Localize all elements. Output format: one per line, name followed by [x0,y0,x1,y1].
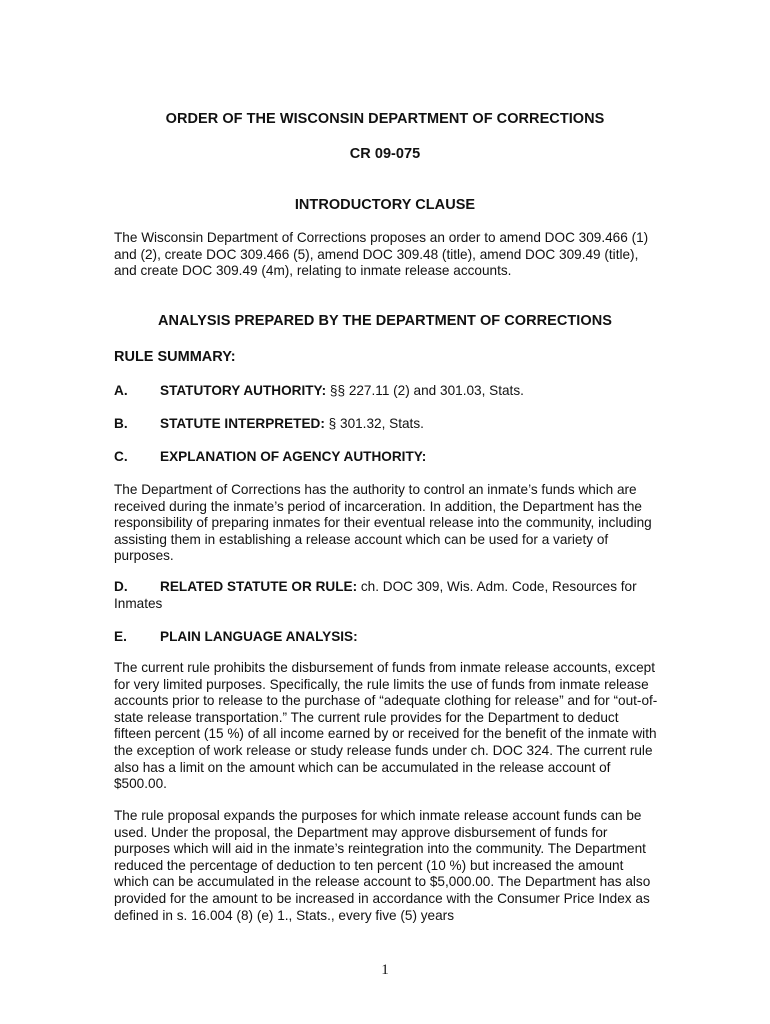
rule-summary-heading: RULE SUMMARY: [114,349,236,365]
item-label: EXPLANATION OF AGENCY AUTHORITY: [160,449,427,464]
item-text: ch. DOC 309, Wis. Adm. Code, Resources for Inmates [114,579,637,611]
item-related-statute [114,579,659,612]
item-text: §§ 227.11 (2) and 301.03, Stats. [326,383,524,398]
item-text: § 301.32, Stats. [324,416,424,431]
item-label: PLAIN LANGUAGE ANALYSIS: [160,629,358,644]
plain-language-paragraph-2: The rule proposal expands the purposes for which inmate release account funds can be used. Under the proposal, the Department may approve disbursement of funds for purposes which will aid in the inmate’s reintegration into the community. The Department reduced the percentage of deduction to ten percent (10 %) but increased the amount which can be accumulated in the release account to $5,000.00. The Department has also provided for the amount to be increased in accordance with the Consumer Price Index as defined in s. 16.004 (8) (e) 1., Stats., every five (5) years [114,808,651,923]
analysis-heading: ANALYSIS PREPARED BY THE DEPARTMENT OF CORRECTIONS [158,313,612,329]
document-title: ORDER OF THE WISCONSIN DEPARTMENT OF CORRECTIONS [165,111,605,127]
item-plain-language [114,629,659,646]
item-label: RELATED STATUTE OR RULE: [160,579,358,594]
document-number: CR 09-075 [349,146,421,162]
item-statutory-authority [114,383,659,400]
introductory-clause-text: The Wisconsin Department of Corrections proposes an order to amend DOC 309.466 (1) and (2), create DOC 309.466 (5), amend DOC 309.48 (title), amend DOC 309.49 (title), and create DOC 309.49 (4m), relating to inmate release accounts. [114,230,649,279]
introductory-clause-heading: INTRODUCTORY CLAUSE [294,197,476,213]
item-label: STATUTE INTERPRETED: [160,416,325,431]
item-letter: C. [114,449,128,464]
item-letter: E. [114,629,127,644]
page-number: 1 [381,962,389,978]
plain-language-paragraph-1: The current rule prohibits the disbursement of funds from inmate release accounts, except for very limited purposes. Specifically, the rule limits the use of funds from inmate release accounts prior to release to the purchase of “adequate clothing for release” and for “out-of-state release transportation.” The current rule provides for the Department to deduct fifteen percent (15 %) of all income earned by or received for the benefit of the inmate with the exception of work release or study release funds under ch. DOC 324. The current rule also has a limit on the amount which can be accumulated in the release account of $500.00. [114,660,658,792]
item-agency-authority [114,449,659,466]
item-letter: B. [114,416,128,431]
item-letter: D. [114,579,128,594]
item-label: STATUTORY AUTHORITY: [160,383,327,398]
agency-authority-paragraph: The Department of Corrections has the authority to control an inmate’s funds which are received during the inmate’s period of incarceration. In addition, the Department has the responsibility of preparing inmates for their eventual release into the community, including assisting them in establishing a release account which can be used for a variety of purposes. [114,482,652,564]
item-letter: A. [114,383,128,398]
item-statute-interpreted [114,416,659,433]
